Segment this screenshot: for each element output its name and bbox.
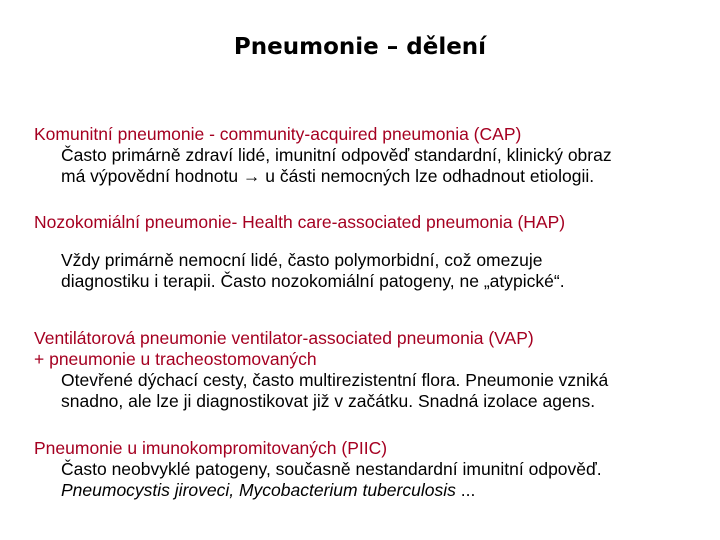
section-piic bbox=[34, 438, 704, 501]
section-body-line: má výpovědní hodnotu → u části nemocných lze odhadnout etiologii. bbox=[61, 166, 595, 186]
section-heading: Nozokomiální pneumonie- Health care-associated pneumonia (HAP) bbox=[34, 212, 566, 232]
section-cap bbox=[34, 124, 704, 187]
section-body-line: Často primárně zdraví lidé, imunitní odpověď standardní, klinický obraz bbox=[61, 145, 612, 165]
section-hap bbox=[34, 212, 704, 292]
section-body-line: diagnostiku i terapii. Často nozokomiální patogeny, ne „atypické“. bbox=[61, 271, 565, 291]
section-body-line: Často neobvyklé patogeny, současně nestandardní imunitní odpověď. bbox=[61, 459, 602, 479]
section-body-line: snadno, ale lze ji diagnostikovat již v začátku. Snadná izolace agens. bbox=[61, 391, 596, 411]
slide-title: Pneumonie – dělení bbox=[233, 34, 487, 60]
section-heading: Komunitní pneumonie - community-acquired pneumonia (CAP) bbox=[34, 124, 522, 144]
section-body-line-italic bbox=[34, 480, 704, 501]
section-body-line: Otevřené dýchací cesty, často multirezistentní flora. Pneumonie vzniká bbox=[61, 370, 609, 390]
section-body-line: Vždy primárně nemocní lidé, často polymorbidní, což omezuje bbox=[61, 250, 543, 270]
section-heading-line2: + pneumonie u tracheostomovaných bbox=[34, 349, 317, 369]
ellipsis: ... bbox=[455, 480, 476, 500]
section-vap bbox=[34, 328, 704, 412]
pathogen-names: Pneumocystis jiroveci, Mycobacterium tuberculosis bbox=[61, 480, 456, 500]
section-heading: Ventilátorová pneumonie ventilator-associated pneumonia (VAP) bbox=[34, 328, 534, 348]
section-heading: Pneumonie u imunokompromitovaných (PIIC) bbox=[34, 438, 388, 458]
